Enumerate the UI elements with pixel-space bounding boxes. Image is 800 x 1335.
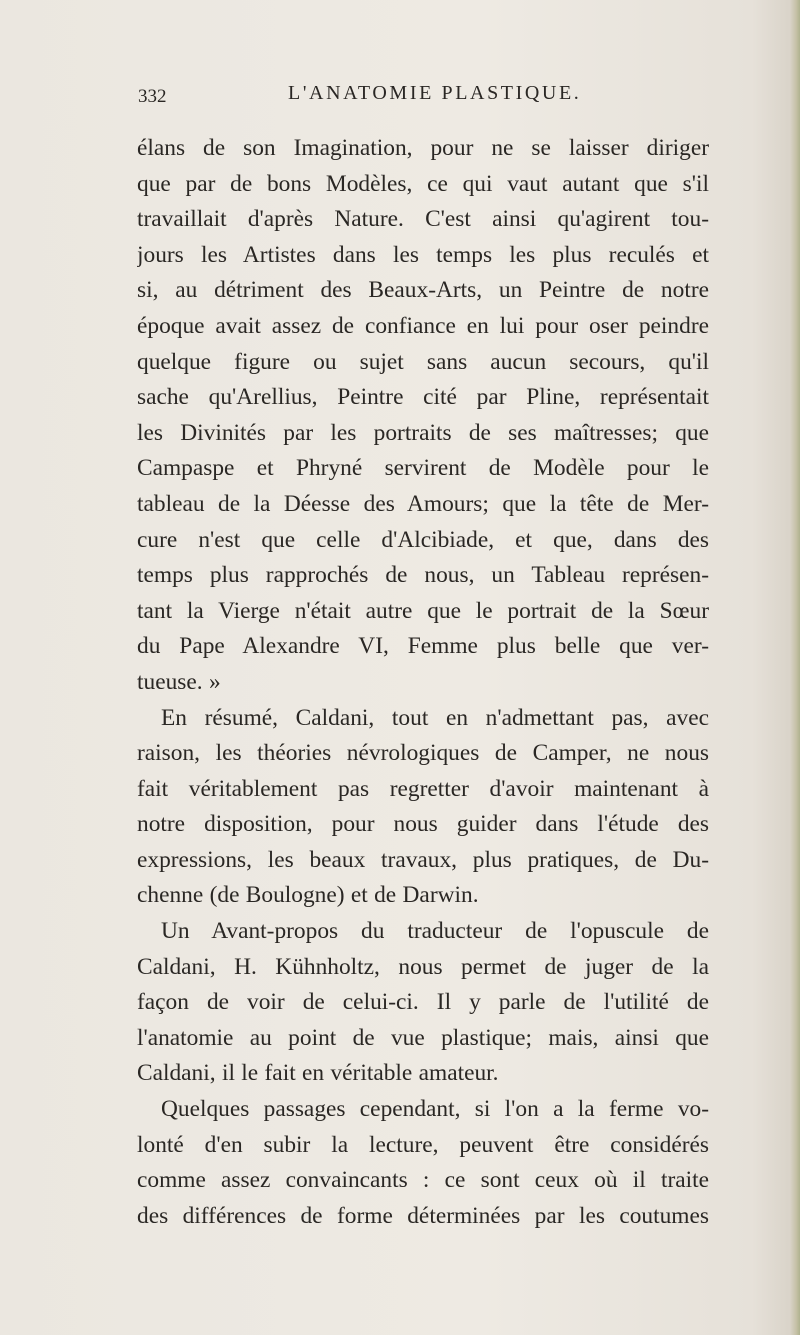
text-line: Quelques passages cependant, si l'on a la ferme vo-	[161, 1096, 709, 1123]
text-line: travaillait d'après Nature. C'est ainsi qu'agirent tou-	[137, 206, 709, 233]
text-line: que par de bons Modèles, ce qui vaut autant que s'il	[137, 170, 709, 197]
text-line: du Pape Alexandre VI, Femme plus belle que ver-	[137, 633, 709, 660]
text-line: expressions, les beaux travaux, plus pratiques, de Du-	[137, 846, 709, 873]
text-line: si, au détriment des Beaux-Arts, un Peintre de notre	[137, 277, 709, 304]
text-line: tueuse. »	[137, 668, 221, 695]
running-title: L'ANATOMIE PLASTIQUE.	[288, 82, 582, 104]
text-line: l'anatomie au point de vue plastique; mais, ainsi que	[137, 1024, 709, 1051]
page-number: 332	[138, 86, 167, 107]
text-line: jours les Artistes dans les temps les plus reculés et	[137, 241, 709, 268]
text-line: temps plus rapprochés de nous, un Tableau représen-	[137, 562, 709, 589]
text-line: époque avait assez de confiance en lui pour oser peindre	[137, 312, 709, 339]
text-line: Caldani, H. Kühnholtz, nous permet de juger de la	[137, 953, 709, 980]
text-line: élans de son Imagination, pour ne se laisser diriger	[137, 135, 709, 161]
running-head	[138, 76, 698, 112]
text-line: sache qu'Arellius, Peintre cité par Pline, représentait	[137, 384, 709, 411]
text-line: raison, les théories névrologiques de Camper, ne nous	[137, 740, 709, 767]
text-line: notre disposition, pour nous guider dans l'étude des	[137, 811, 709, 838]
text-line: tableau de la Déesse des Amours; que la tête de Mer-	[137, 490, 709, 517]
text-line: lonté d'en subir la lecture, peuvent être considérés	[137, 1131, 709, 1158]
text-line: Caldani, il le fait en véritable amateur.	[137, 1060, 499, 1087]
text-line: quelque figure ou sujet sans aucun secours, qu'il	[137, 348, 709, 375]
text-line: chenne (de Boulogne) et de Darwin.	[137, 882, 479, 909]
text-line: En résumé, Caldani, tout en n'admettant pas, avec	[161, 704, 709, 731]
page-edge	[790, 0, 800, 1335]
body-text	[137, 131, 709, 1234]
text-line: Un Avant-propos du traducteur de l'opuscule de	[161, 918, 709, 945]
text-line: des différences de forme déterminées par les coutumes	[137, 1202, 709, 1229]
text-line: tant la Vierge n'était autre que le portrait de la Sœur	[137, 597, 709, 624]
text-line: Campaspe et Phryné servirent de Modèle pour le	[137, 455, 709, 482]
text-line: comme assez convaincants : ce sont ceux où il traite	[137, 1167, 709, 1194]
text-line: cure n'est que celle d'Alcibiade, et que, dans des	[137, 526, 709, 553]
text-line: façon de voir de celui-ci. Il y parle de l'utilité de	[137, 989, 709, 1016]
text-line: les Divinités par les portraits de ses maîtresses; que	[137, 419, 709, 446]
text-line: fait véritablement pas regretter d'avoir maintenant à	[137, 775, 709, 802]
